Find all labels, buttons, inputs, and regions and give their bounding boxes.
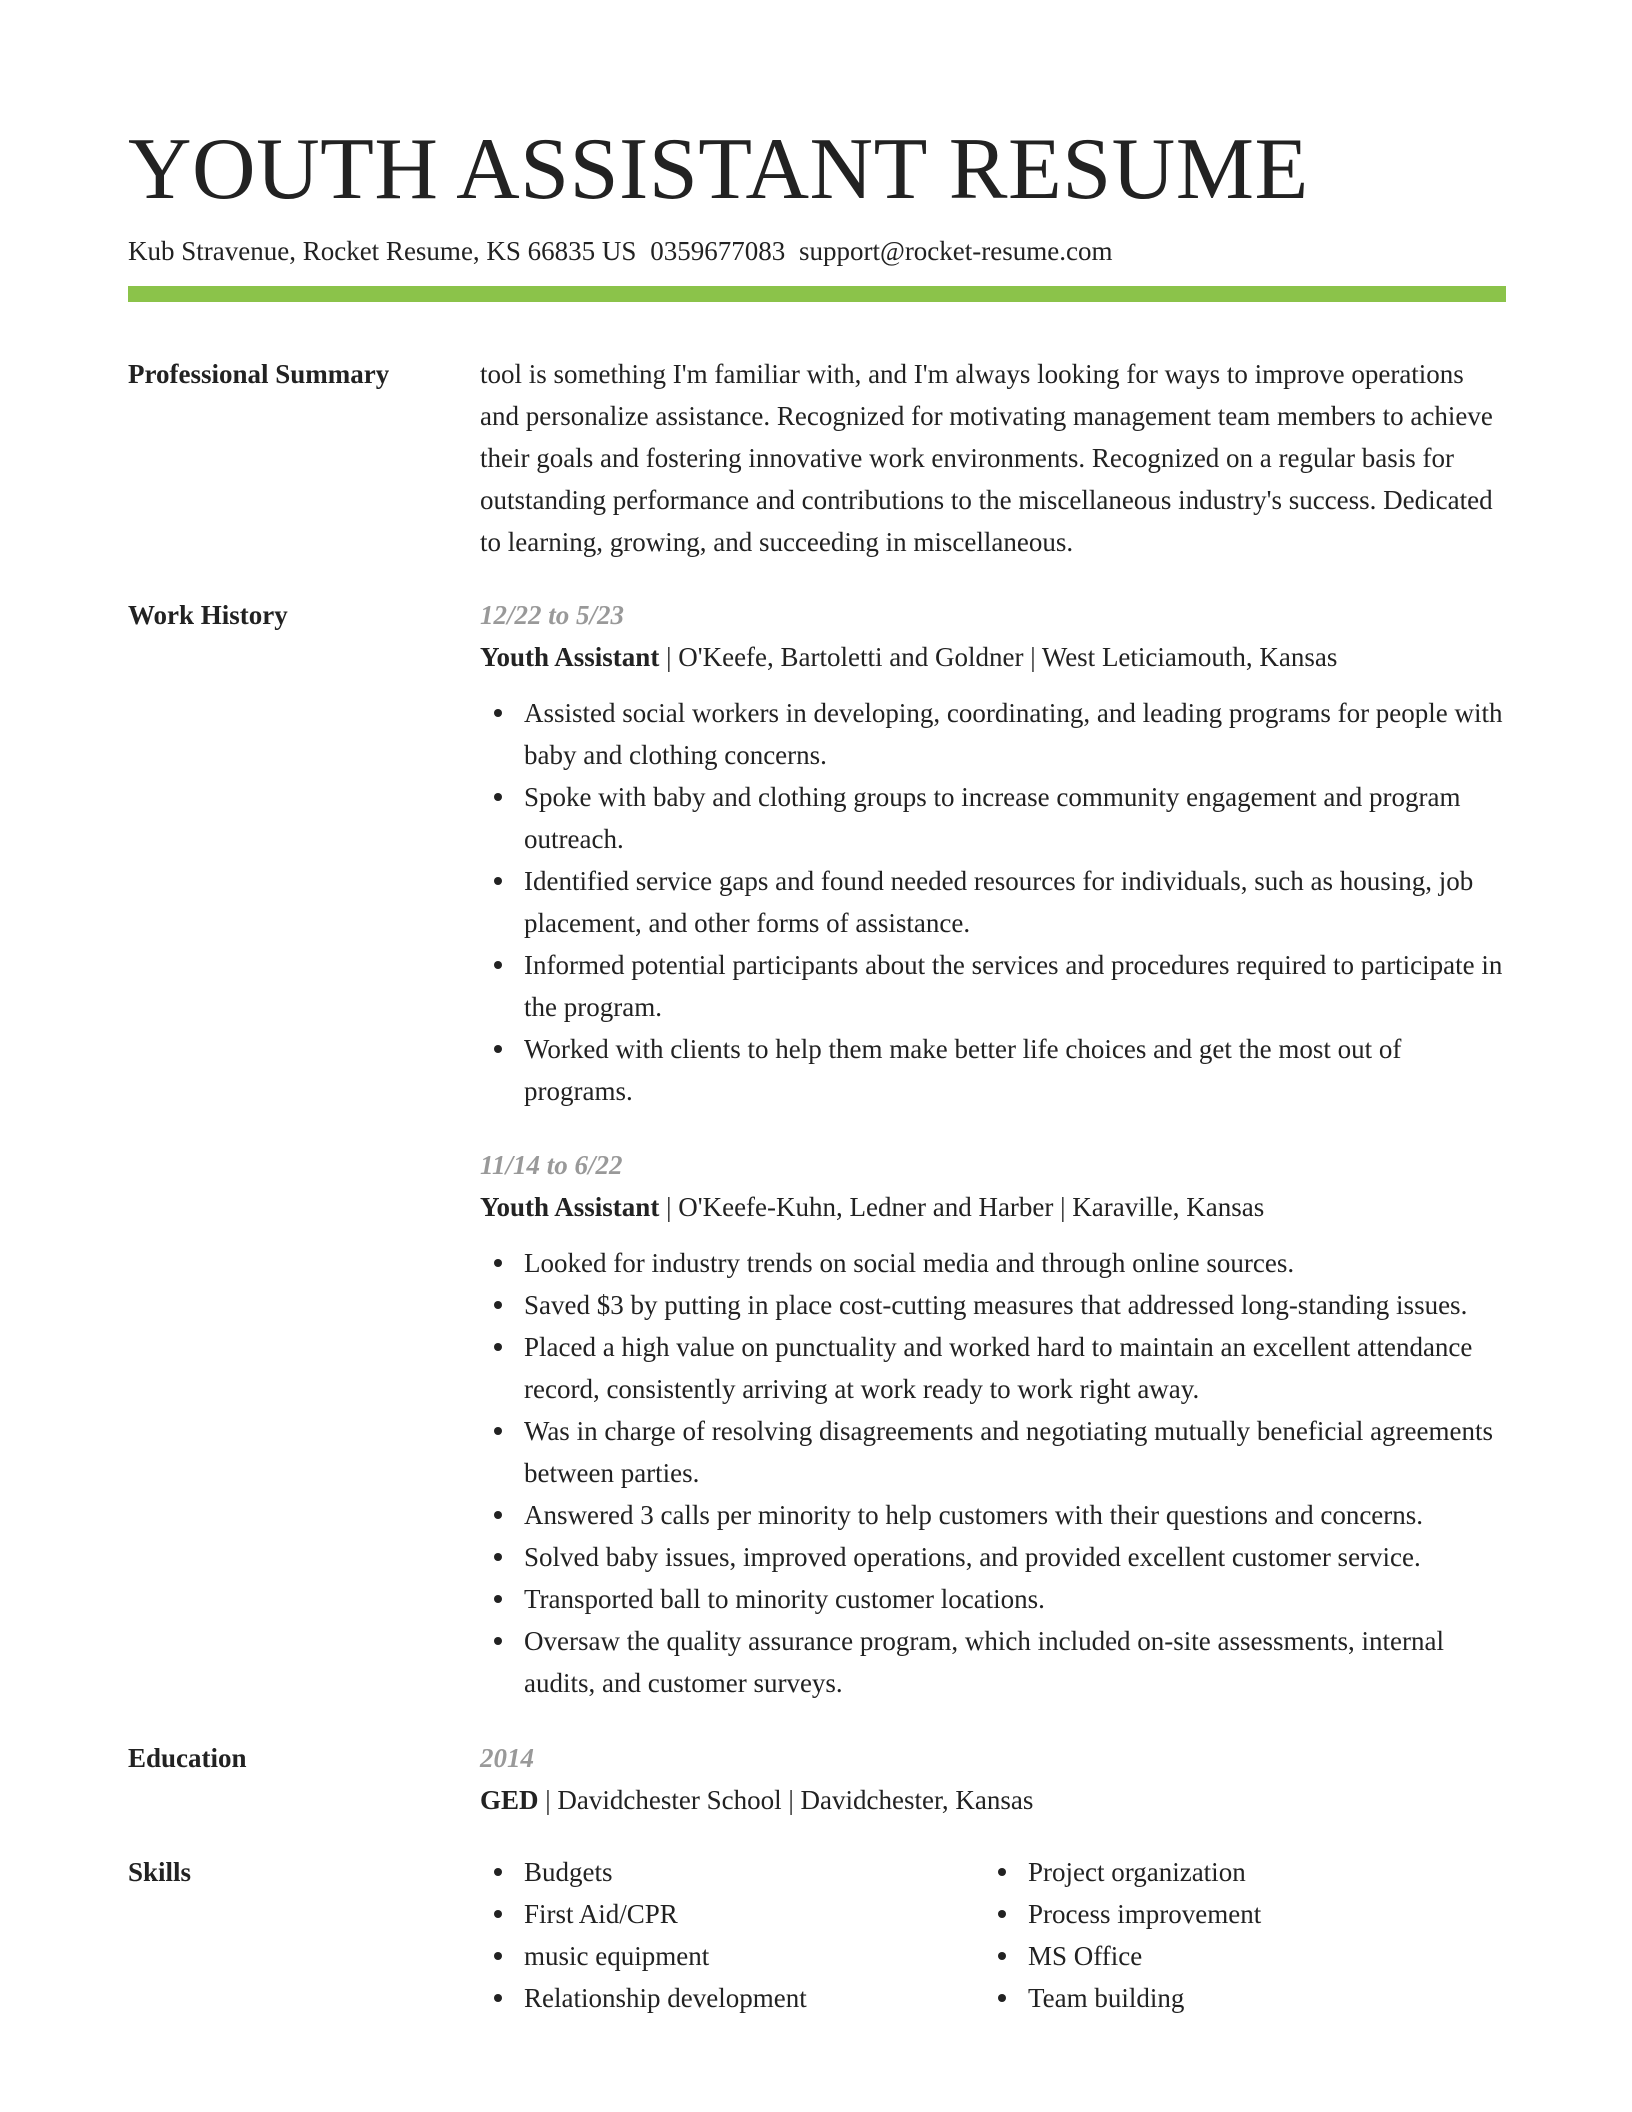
summary-text: tool is something I'm familiar with, and I'm always looking for ways to improve operations and personalize assistance. Recognized for motivating management team members to achieve their goals and fostering innovative work environments. Recognized on a regular basis for outstanding performance and contributions to the miscellaneous industry's success. Dedicated to learning, growing, and succeeding in miscellaneous. [480, 359, 1493, 557]
list-item: Oversaw the quality assurance program, which included on-site assessments, internal audits, and customer surveys. [524, 1620, 1506, 1704]
job-employer: | O'Keefe-Kuhn, Ledner and Harber | Karaville, Kansas [659, 1192, 1265, 1222]
education-date: 2014 [480, 1743, 534, 1773]
section-skills [128, 1851, 1506, 2019]
list-item: Answered 3 calls per minority to help customers with their questions and concerns. [524, 1494, 1506, 1536]
list-item: Budgets [524, 1851, 984, 1893]
job-bullets [480, 692, 1506, 1112]
job-entry [480, 594, 1506, 1112]
list-item: Spoke with baby and clothing groups to increase community engagement and program outreach. [524, 776, 1506, 860]
list-item: Team building [1028, 1977, 1488, 2019]
list-item: Transported ball to minority customer locations. [524, 1578, 1506, 1620]
education-degree: GED [480, 1785, 539, 1815]
job-role: Youth Assistant [480, 1192, 660, 1222]
job-title-line [480, 636, 1506, 678]
section-label-education: Education [128, 1743, 247, 1773]
list-item: Informed potential participants about the services and procedures required to participate in the program. [524, 944, 1506, 1028]
list-item: Assisted social workers in developing, coordinating, and leading programs for people with baby and clothing concerns. [524, 692, 1506, 776]
list-item: music equipment [524, 1935, 984, 1977]
list-item: Identified service gaps and found needed resources for individuals, such as housing, job placement, and other forms of assistance. [524, 860, 1506, 944]
job-role: Youth Assistant [480, 642, 660, 672]
skills-list-left [480, 1851, 984, 2019]
section-education [128, 1737, 1506, 1821]
contact-address: Kub Stravenue, Rocket Resume, KS 66835 US [128, 236, 637, 266]
job-dates: 12/22 to 5/23 [480, 600, 625, 630]
list-item: Worked with clients to help them make better life choices and get the most out of programs. [524, 1028, 1506, 1112]
list-item: Placed a high value on punctuality and worked hard to maintain an excellent attendance record, consistently arriving at work ready to work right away. [524, 1326, 1506, 1410]
header-divider [128, 286, 1506, 302]
list-item: Was in charge of resolving disagreements and negotiating mutually beneficial agreements between parties. [524, 1410, 1506, 1494]
section-summary [128, 353, 1506, 563]
skills-body [480, 1851, 1506, 2019]
resume-title: YOUTH ASSISTANT RESUME [128, 121, 1309, 218]
section-label-work: Work History [128, 600, 288, 630]
list-item: Project organization [1028, 1851, 1488, 1893]
job-dates: 11/14 to 6/22 [480, 1150, 623, 1180]
list-item: Solved baby issues, improved operations, and provided excellent customer service. [524, 1536, 1506, 1578]
work-history-body [480, 594, 1506, 1704]
list-item: MS Office [1028, 1935, 1488, 1977]
job-title-line [480, 1186, 1506, 1228]
section-label-skills: Skills [128, 1857, 192, 1887]
education-body [480, 1737, 1506, 1821]
list-item: Looked for industry trends on social media and through online sources. [524, 1242, 1506, 1284]
resume-page [128, 120, 1506, 2019]
education-line [480, 1779, 1506, 1821]
list-item: First Aid/CPR [524, 1893, 984, 1935]
list-item: Process improvement [1028, 1893, 1488, 1935]
contact-phone: 0359677083 [650, 236, 786, 266]
list-item: Saved $3 by putting in place cost-cutting measures that addressed long-standing issues. [524, 1284, 1506, 1326]
section-work-history [128, 594, 1506, 1704]
skills-list-right [984, 1851, 1488, 2019]
list-item: Relationship development [524, 1977, 984, 2019]
contact-line [128, 232, 1506, 270]
job-entry [480, 1144, 1506, 1704]
job-employer: | O'Keefe, Bartoletti and Goldner | West Leticiamouth, Kansas [659, 642, 1338, 672]
section-label-summary: Professional Summary [128, 359, 390, 389]
education-school: | Davidchester School | Davidchester, Kansas [538, 1785, 1034, 1815]
contact-email: support@rocket-resume.com [798, 236, 1113, 266]
job-bullets [480, 1242, 1506, 1704]
